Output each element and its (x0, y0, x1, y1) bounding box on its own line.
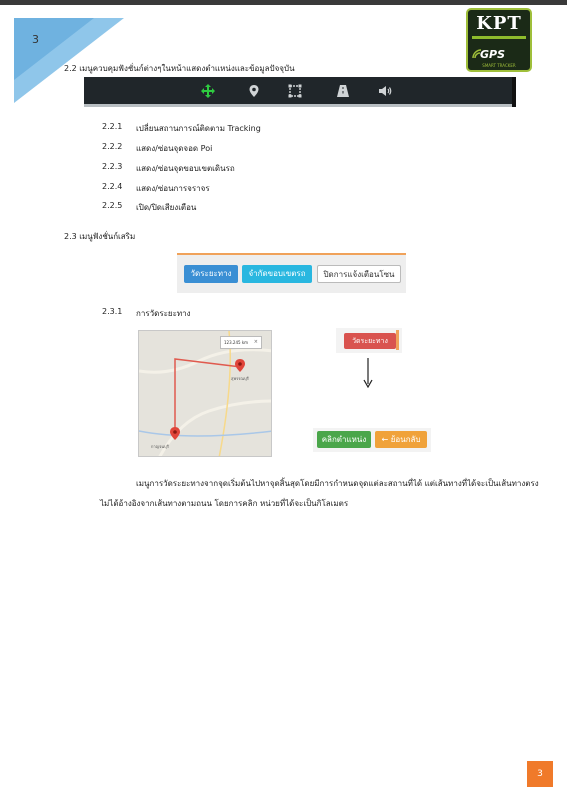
top-border (0, 0, 567, 5)
distance-value: 123.245 km (224, 340, 249, 345)
marker-end-icon (235, 359, 245, 372)
section-2-3-heading: 2.3 เมนูฟังชั่นก์เสริม (64, 232, 136, 241)
map-toolbar (84, 77, 516, 107)
route-area-icon[interactable] (288, 84, 302, 98)
action-button-panel (313, 428, 431, 452)
item-num: 2.2.5 (102, 201, 123, 210)
map-label-bottom: กาญจนบุรี (151, 444, 169, 449)
crosshair-move-icon[interactable] (201, 84, 215, 98)
demo-panel-edge (396, 330, 399, 350)
logo-tagline: SMART TRACKER (482, 63, 516, 68)
description-line-1: เมนูการวัดระยะทางจากจุดเริ่มต้นไปหาจุดสิ้นสุดโดยมีการกำหนดจุดแต่ละสถานที่ได้ แต่เส้นทางที่ได้จะเป็นเส้นทางตรง (136, 479, 539, 488)
map-preview (138, 330, 272, 457)
item-text: เปลี่ยนสถานการณ์ติดตาม Tracking (136, 124, 261, 133)
map-pin-icon[interactable] (247, 84, 261, 98)
item-text: แสดง/ซ่อนจุดขอบเขตเดินรถ (136, 164, 235, 173)
close-icon[interactable]: × (253, 339, 258, 345)
speaker-icon[interactable] (378, 84, 392, 98)
item-num: 2.2.1 (102, 122, 123, 131)
description-line-2: ไม่ได้อ้างอิงจากเส้นทางตามถนน โดยการคลิก หน่วยที่ได้จะเป็นกิโลเมตร (100, 499, 349, 508)
item-text: แสดง/ซ่อนการจราจร (136, 184, 210, 193)
page-number-top: 3 (32, 33, 39, 46)
logo-band (472, 36, 526, 39)
road-icon[interactable] (336, 84, 350, 98)
map-label-top: สุพรรณบุรี (231, 376, 249, 381)
toolbar-edge (512, 77, 516, 107)
logo-product: GPS (480, 48, 506, 61)
map-roads (139, 331, 272, 457)
extra-function-bar (177, 253, 406, 293)
vehicle-boundary-button[interactable]: จำกัดขอบเขตรถ (242, 265, 312, 283)
click-location-button[interactable]: คลิกตำแหน่ง (317, 431, 371, 448)
item-text: แสดง/ซ่อนจุดจอด Poi (136, 144, 213, 153)
item-num: 2.2.4 (102, 182, 123, 191)
measure-distance-button[interactable]: วัดระยะทาง (184, 265, 238, 283)
kpt-gps-logo (466, 8, 532, 72)
disable-zone-alert-button[interactable]: ปิดการแจ้งเตือนโซน (317, 265, 401, 283)
page-number-bottom: 3 (527, 761, 553, 787)
sub-item-num: 2.3.1 (102, 307, 123, 316)
marker-start-icon (170, 427, 180, 440)
item-num: 2.2.3 (102, 162, 123, 171)
distance-popup (220, 336, 262, 349)
arrow-down-icon (363, 358, 373, 388)
sub-item-title: การวัดระยะทาง (136, 309, 191, 318)
item-text: เปิด/ปิดเสียงเตือน (136, 203, 197, 212)
measure-distance-demo-button[interactable]: วัดระยะทาง (344, 333, 396, 349)
back-button[interactable]: ← ย้อนกลับ (375, 431, 427, 448)
logo-brand: KPT (476, 13, 522, 34)
section-2-2-heading: 2.2 เมนูควบคุมฟังชั่นก์ต่างๆในหน้าแสดงตำแหน่งและข้อมูลปัจจุบัน (64, 64, 295, 73)
item-num: 2.2.2 (102, 142, 123, 151)
